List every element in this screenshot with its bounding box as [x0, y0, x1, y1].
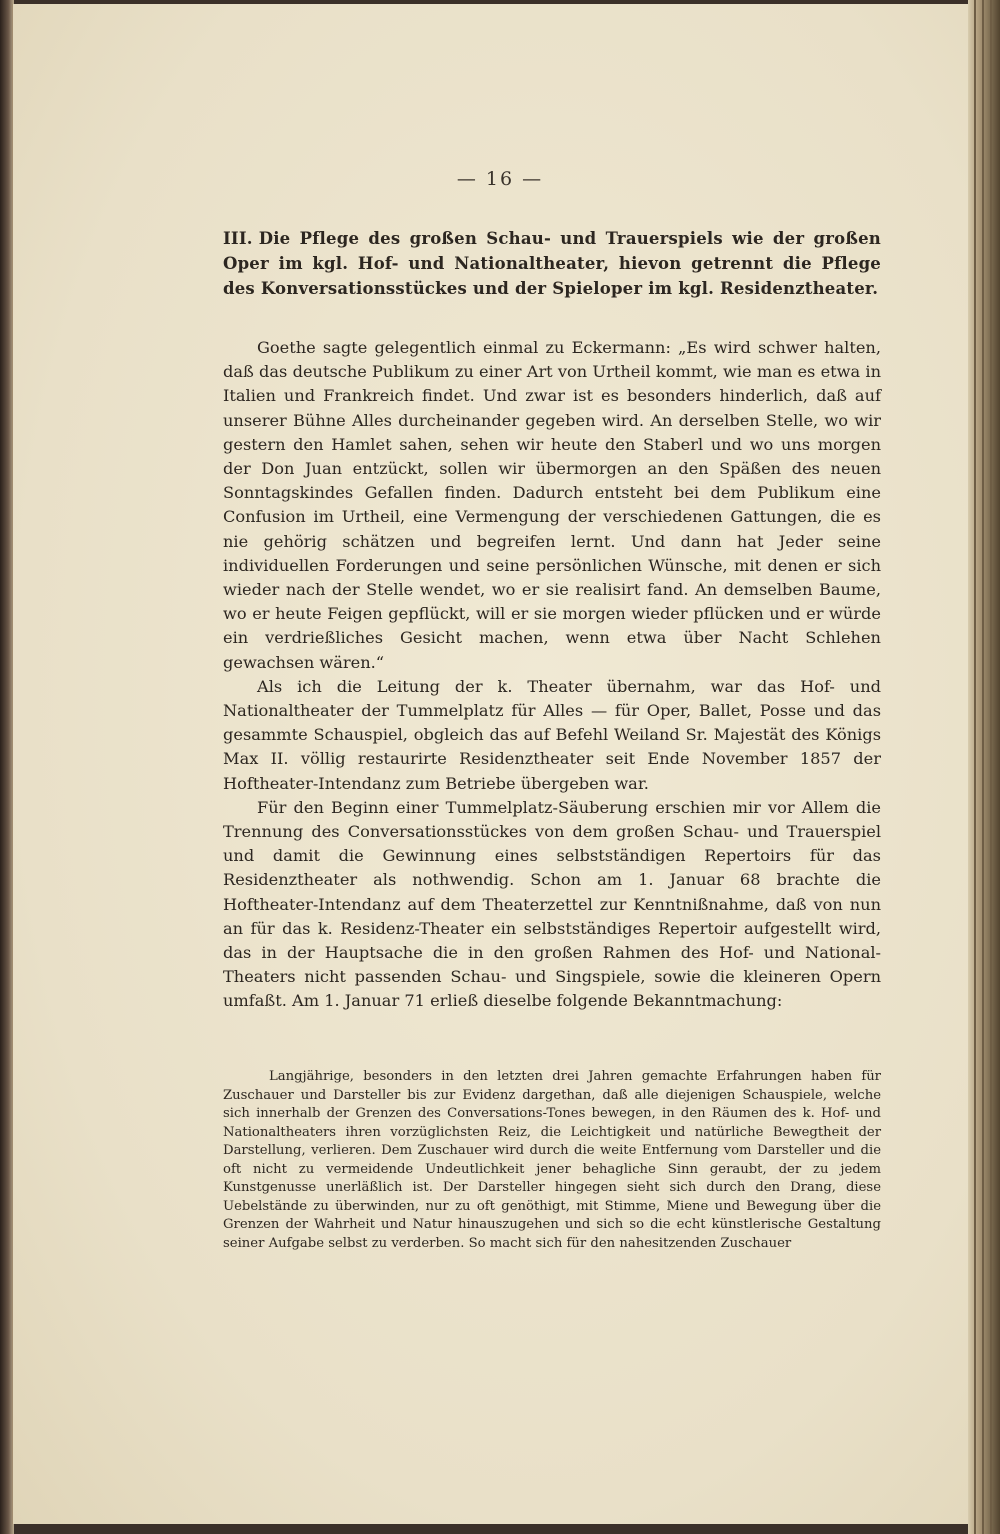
page-edge-line [982, 0, 984, 1534]
paragraph-theater-takeover: Als ich die Leitung der k. Theater übernahm, war das Hof- und Nationaltheater der Tummelplatz für Alles — für Oper, Ballet, Posse und das gesammte Schauspiel, obgleich das auf Befehl Weiland Sr. Majestät des Königs Max II. völlig restaurirte Residenztheater seit Ende November 1857 der Hoftheater-Intendanz zum Betriebe übergeben war. [223, 676, 881, 793]
section-heading [223, 226, 881, 301]
body-text [223, 336, 881, 1014]
page-number: — 16 — [456, 168, 544, 190]
section-numeral: III. [223, 229, 253, 248]
section-title: Die Pflege des großen Schau- und Trauerspiels wie der großen Oper im kgl. Hof- und Nationaltheater, hievon getrennt die Pflege des Konversationsstückes und der Spieloper im kgl. Residenztheater. [223, 229, 881, 298]
paragraph-goethe-quote: Goethe sagte gelegentlich einmal zu Eckermann: „Es wird schwer halten, daß das deutsche Publikum zu einer Art von Urtheil kommt, wie man es etwa in Italien und Frankreich findet. Und zwar ist es besonders hinderlich, daß auf unserer Bühne Alles durcheinander gegeben wird. An derselben Stelle, wo wir gestern den Hamlet sahen, sehen wir heute den Staberl und wo uns morgen der Don Juan entzückt, sollen wir übermorgen an den Späßen des neuen Sonntagskindes Gefallen finden. Dadurch entsteht bei dem Publikum eine Confusion im Urtheil, eine Vermengung der verschiedenen Gattungen, die es nie gehörig schätzen und begreifen lernt. Und dann hat Jeder seine individuellen Forderungen und seine persönlichen Wünsche, mit denen er sich wieder nach der Stelle wendet, wo er sie realisirt fand. An demselben Baume, wo er heute Feigen gepflückt, will er sie morgen wieder pflücken und er würde ein verdrießliches Gesicht machen, wenn etwa über Nacht Schlehen gewachsen wären.“ [223, 338, 881, 672]
page-stack-edge [968, 0, 1000, 1534]
page-edge-line [974, 0, 976, 1534]
paragraph-repertoire-separation: Für den Beginn einer Tummelplatz-Säuberung erschien mir vor Allem die Trennung des Conversationsstückes von dem großen Schau- und Trauerspiel und damit die Gewinnung eines selbstständigen Repertoirs für das Residenztheater als nothwendig. Schon am 1. Januar 68 brachte die Hoftheater-Intendanz auf dem Theaterzettel zur Kenntnißnahme, daß von nun an für das k. Residenz-Theater ein selbstständiges Repertoir aufgestellt wird, das in der Hauptsache die in den großen Rahmen des Hof- und National-Theaters nicht passenden Schau- und Singspiele, sowie die kleineren Opern umfaßt. Am 1. Januar 71 erließ dieselbe folgende Bekanntmachung: [223, 797, 881, 1011]
page-edge-line [990, 0, 992, 1534]
announcement-text: Langjährige, besonders in den letzten drei Jahren gemachte Erfahrungen haben für Zuschauer und Darsteller bis zur Evidenz dargethan, daß alle diejenigen Schauspiele, welche sich innerhalb der Grenzen des Conversations-Tones bewegen, in den Räumen des k. Hof- und Nationaltheaters ihren vorzüglichsten Reiz, die Leichtigkeit und natürliche Bewegtheit der Darstellung, verlieren. Dem Zuschauer wird durch die weite Entfernung vom Darsteller und die oft nicht zu vermeidende Undeutlichkeit jener behagliche Sinn geraubt, der zu jedem Kunstgenusse unerläßlich ist. Der Darsteller hingegen sieht sich durch den Drang, diese Uebelstände zu überwinden, nur zu oft genöthigt, mit Stimme, Miene und Bewegung über die Grenzen der Wahrheit und Natur hinauszugehen und sich so die echt künstlerische Gestaltung seiner Aufgabe selbst zu verderben. So macht sich für den nahesitzenden Zuschauer [223, 1069, 881, 1251]
